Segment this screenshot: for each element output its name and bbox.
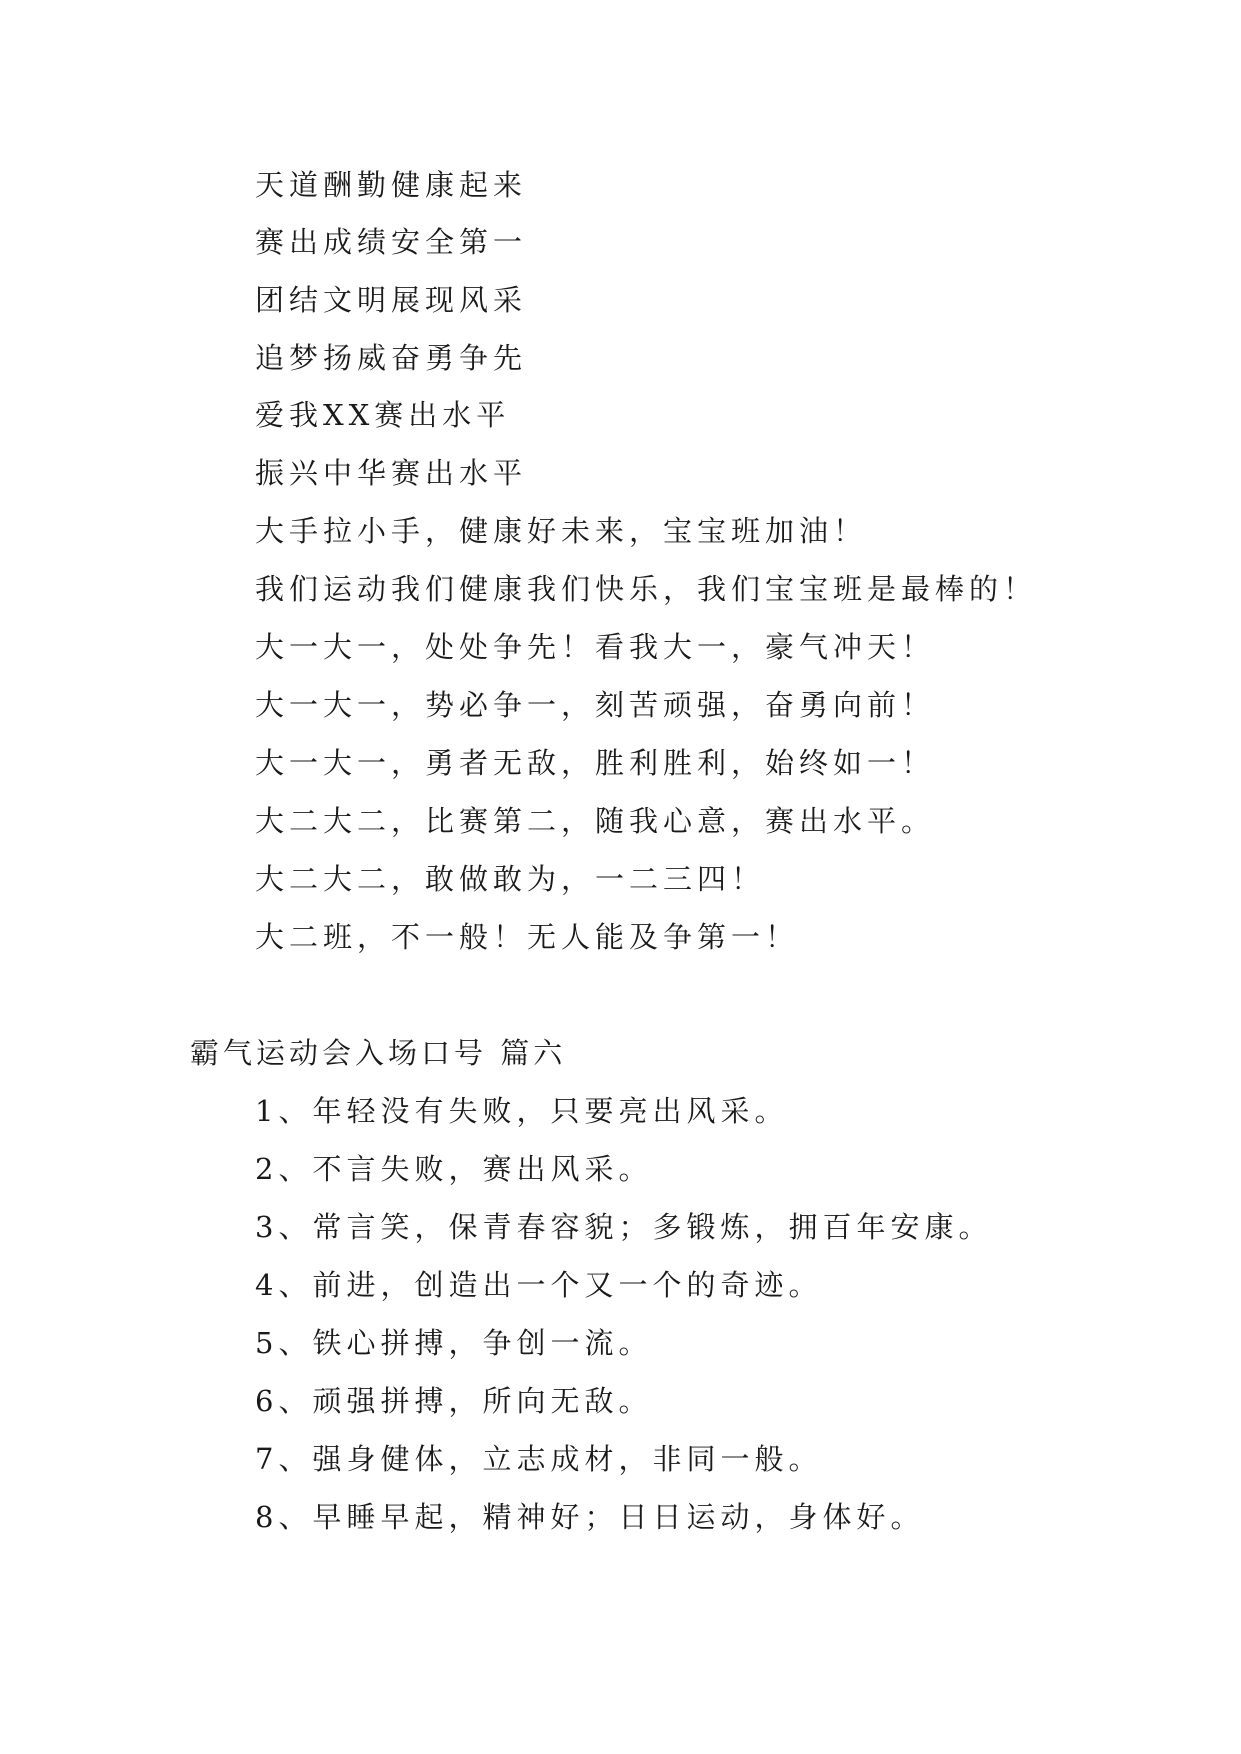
- slogan-line: 大手拉小手，健康好未来，宝宝班加油！: [255, 514, 868, 548]
- numbered-slogan: 1、年轻没有失败，只要亮出风采。: [255, 1094, 789, 1128]
- numbered-slogan: 7、强身健体，立志成材，非同一般。: [255, 1442, 823, 1476]
- slogan-line: 赛出成绩安全第一: [255, 225, 528, 259]
- slogan-line: 爱我XX赛出水平: [255, 398, 511, 432]
- numbered-slogan: 2、不言失败，赛出风采。: [255, 1152, 653, 1186]
- numbered-slogan: 4、前进，创造出一个又一个的奇迹。: [255, 1268, 823, 1302]
- slogan-line: 大二大二，比赛第二，随我心意，赛出水平。: [255, 804, 936, 838]
- slogan-line: 大一大一，处处争先！看我大一，豪气冲天！: [255, 630, 936, 664]
- numbered-slogan: 6、顽强拼搏，所向无敌。: [255, 1384, 653, 1418]
- slogan-line: 追梦扬威奋勇争先: [255, 341, 528, 375]
- slogan-line: 团结文明展现风采: [255, 283, 528, 317]
- slogan-line: 天道酬勤健康起来: [255, 168, 528, 202]
- slogan-line: 大二大二，敢做敢为，一二三四！: [255, 862, 766, 896]
- slogan-line: 大二班，不一般！无人能及争第一！: [255, 920, 800, 954]
- slogan-line: 振兴中华赛出水平: [255, 456, 528, 490]
- numbered-slogan: 5、铁心拼搏，争创一流。: [255, 1326, 653, 1360]
- numbered-slogan: 3、常言笑，保青春容貌；多锻炼，拥百年安康。: [255, 1210, 993, 1244]
- section-heading: 霸气运动会入场口号 篇六: [190, 1036, 567, 1070]
- slogan-line: 我们运动我们健康我们快乐，我们宝宝班是最棒的！: [255, 572, 1038, 606]
- numbered-slogan: 8、早睡早起，精神好；日日运动，身体好。: [255, 1500, 925, 1534]
- slogan-line: 大一大一，勇者无敌，胜利胜利，始终如一！: [255, 746, 936, 780]
- slogan-line: 大一大一，势必争一，刻苦顽强，奋勇向前！: [255, 688, 936, 722]
